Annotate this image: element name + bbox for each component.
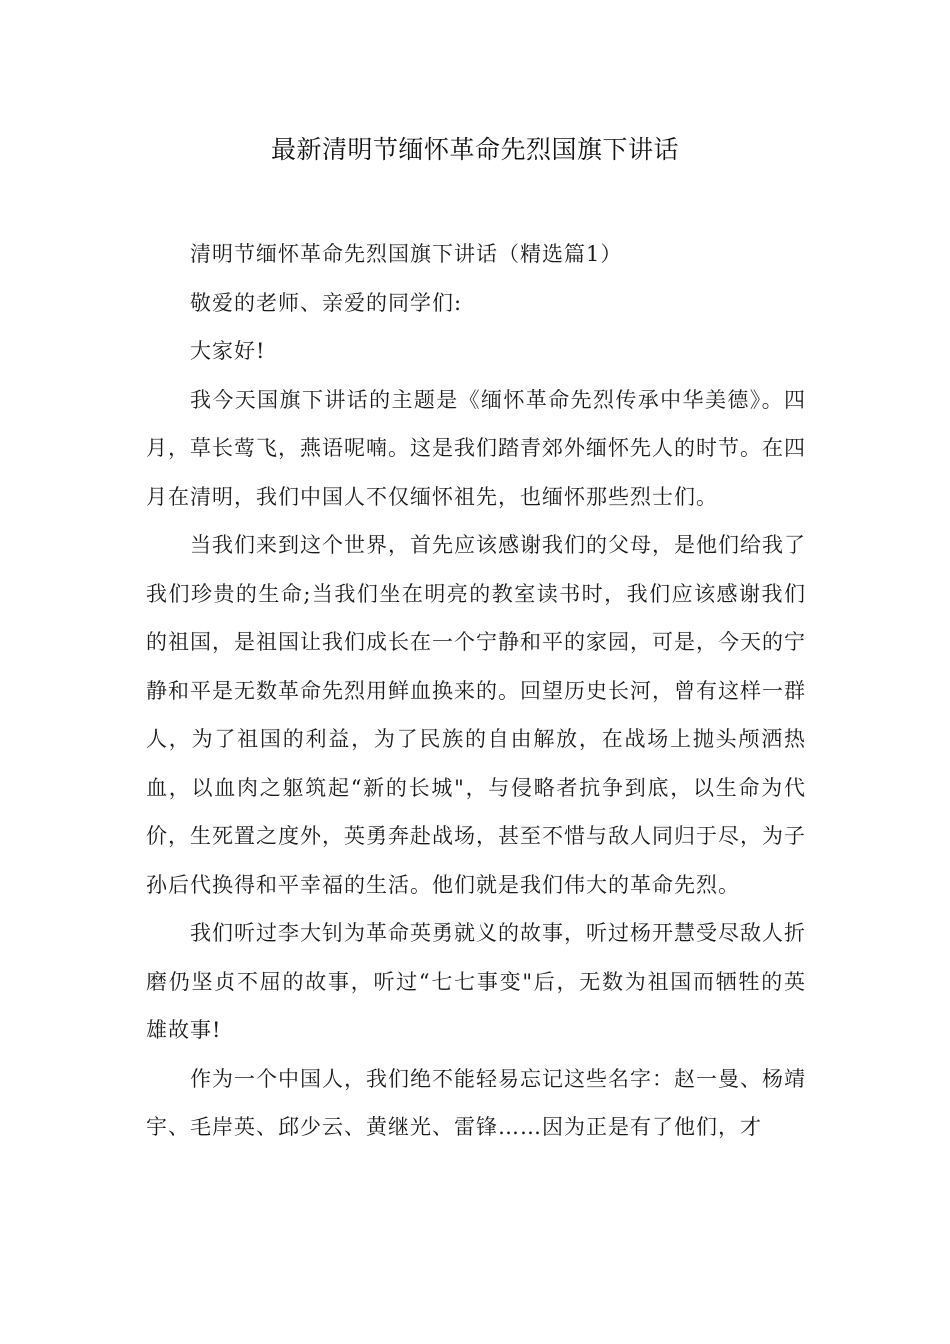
- document-body: [146, 230, 806, 1152]
- document-title: 最新清明节缅怀革命先烈国旗下讲话: [270, 135, 679, 164]
- salutation: 敬爱的老师、亲爱的同学们:: [190, 290, 463, 315]
- paragraph-4: 作为一个中国人，我们绝不能轻易忘记这些名字：赵一曼、杨靖宇、毛岸英、邱少云、黄继光、雷锋……因为正是有了他们，才: [146, 1066, 806, 1139]
- paragraph-1: 我今天国旗下讲话的主题是《缅怀革命先烈传承中华美德》。四月，草长莺飞，燕语呢喃。这是我们踏青郊外缅怀先人的时节。在四月在清明，我们中国人不仅缅怀祖先，也缅怀那些烈士们。: [146, 387, 806, 509]
- paragraph-3: 我们听过李大钊为革命英勇就义的故事，听过杨开慧受尽敌人折磨仍坚贞不屈的故事，听过“七七事变"后，无数为祖国而牺牲的英雄故事!: [146, 921, 806, 1042]
- paragraph-2: 当我们来到这个世界，首先应该感谢我们的父母，是他们给我了我们珍贵的生命;当我们坐在明亮的教室读书时，我们应该感谢我们的祖国，是祖国让我们成长在一个宁静和平的家园，可是，今天的宁静和平是无数革命先烈用鲜血换来的。回望历史长河，曾有这样一群人，为了祖国的利益，为了民族的自由解放，在战场上抛头颅洒热血，以血肉之躯筑起“新的长城"，与侵略者抗争到底，以生命为代价，生死置之度外，英勇奔赴战场，甚至不惜与敌人同归于尽，为子孙后代换得和平幸福的生活。他们就是我们伟大的革命先烈。: [146, 533, 806, 897]
- section-subtitle: 清明节缅怀革命先烈国旗下讲话（精选篇1）: [190, 242, 623, 266]
- greeting: 大家好!: [190, 339, 266, 363]
